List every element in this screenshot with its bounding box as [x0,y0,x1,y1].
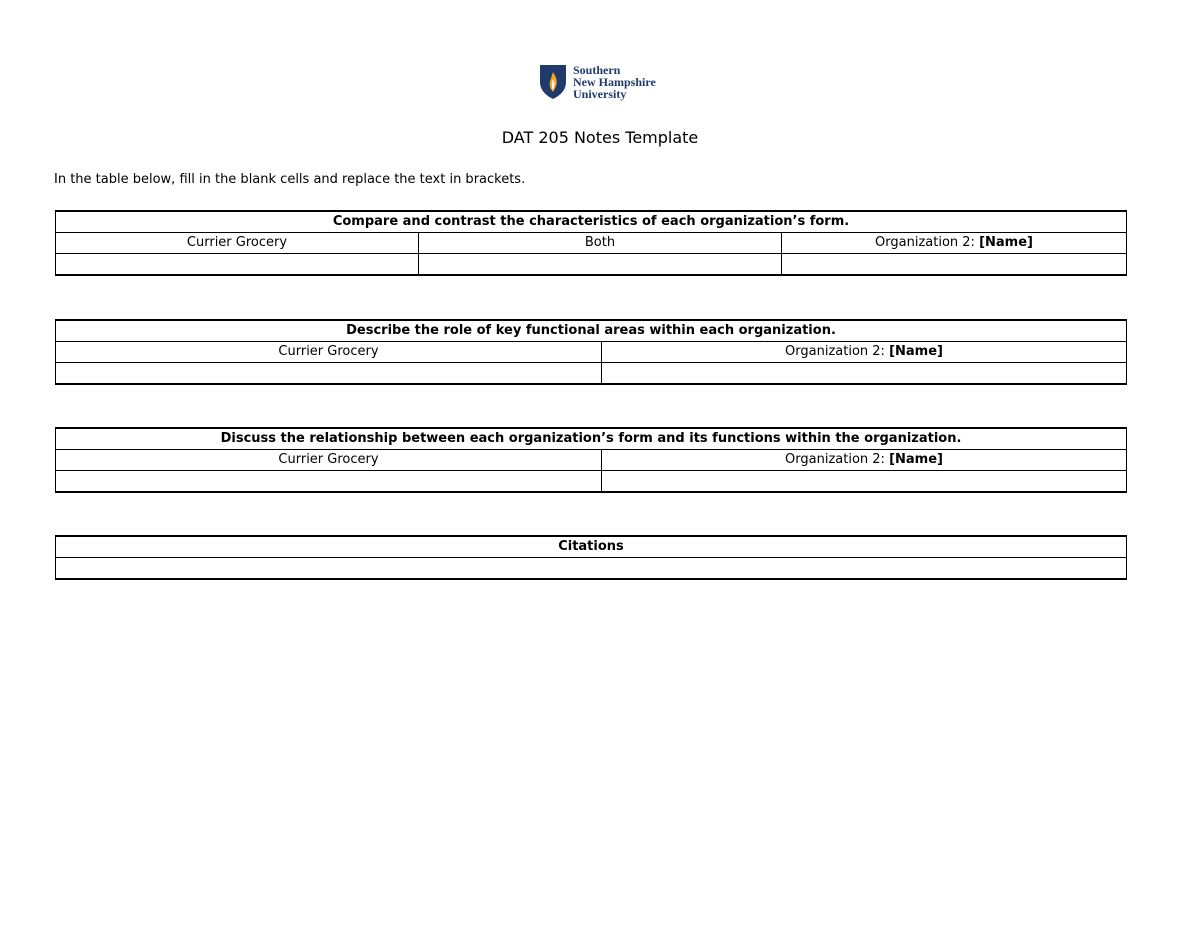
flame-shield-icon [539,64,567,100]
logo-line-2: New Hampshire [573,75,656,89]
compare-contrast-table [55,210,1127,276]
university-logo [539,64,656,100]
column-header-currier-grocery: Currier Grocery [56,450,602,471]
instructions-text: In the table below, fill in the blank cells and replace the text in brackets. [54,172,526,187]
document-title: DAT 205 Notes Template [501,128,699,147]
blank-cell-organization-2[interactable] [782,254,1127,276]
logo-line-3: University [573,87,627,101]
logo-line-1: Southern [573,63,621,77]
column-header-organization-2: Organization 2: [Name] [602,342,1127,363]
column-header-currier-grocery: Currier Grocery [56,342,602,363]
blank-cell-organization-2[interactable] [602,363,1127,385]
blank-cell-both[interactable] [419,254,782,276]
column-header-organization-2: Organization 2: [Name] [602,450,1127,471]
blank-cell-currier-grocery[interactable] [56,471,602,493]
university-wordmark [573,64,656,100]
blank-cell-citations[interactable] [56,558,1127,580]
blank-cell-currier-grocery[interactable] [56,254,419,276]
column-header-organization-2: Organization 2: [Name] [782,233,1127,254]
table-heading: Discuss the relationship between each organization’s form and its functions within the organization. [56,428,1127,450]
column-header-currier-grocery: Currier Grocery [56,233,419,254]
table-heading: Describe the role of key functional areas within each organization. [56,320,1127,342]
blank-cell-currier-grocery[interactable] [56,363,602,385]
table-heading: Citations [56,536,1127,558]
table-heading: Compare and contrast the characteristics of each organization’s form. [56,211,1127,233]
form-function-relationship-table [55,427,1127,493]
functional-areas-table [55,319,1127,385]
citations-table [55,535,1127,580]
blank-cell-organization-2[interactable] [602,471,1127,493]
column-header-both: Both [419,233,782,254]
